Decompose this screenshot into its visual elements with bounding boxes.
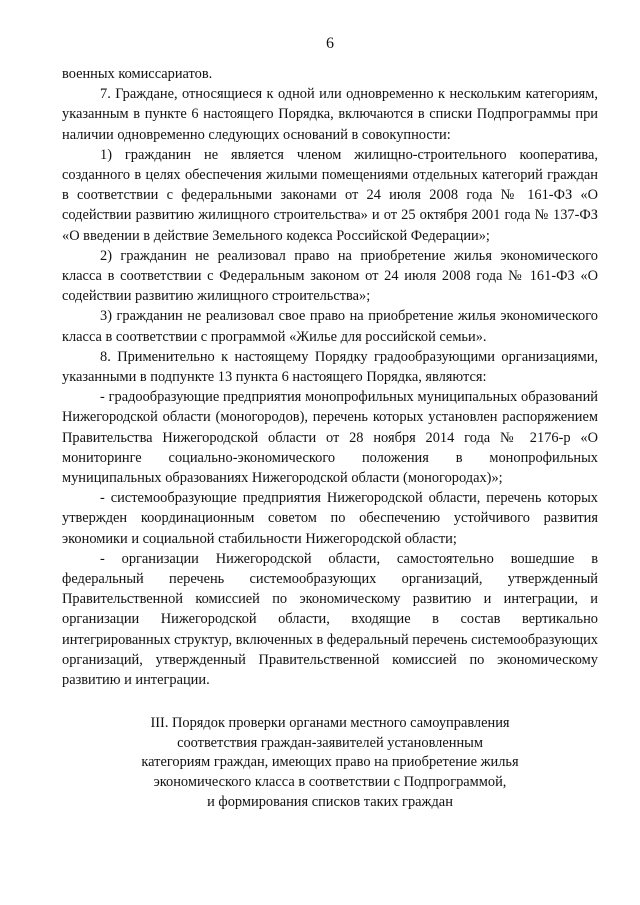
paragraph-item-8: 8. Применительно к настоящему Порядку градообразующими организациями, указанными в подпункте 13 пункта 6 настоящего Порядка, являются:	[62, 348, 598, 386]
paragraph-subitem-1: 1) гражданин не является членом жилищно-строительного кооператива, созданного в целях обеспечения жилыми помещениями отдельных категорий граждан в соответствии с федеральными законами от 24 июля 2008 года № 161-ФЗ «О содействии развитию жилищного строительства» и от 25 октября 2001 года № 137-ФЗ «О введении в действие Земельного кодекса Российской Федерации»;	[62, 146, 598, 244]
paragraph-subitem-2: 2) гражданин не реализовал право на приобретение жилья экономического класса в соответствии с Федеральным законом от 24 июля 2008 года № 161-ФЗ «О содействии развитию жилищного строительства»;	[62, 247, 598, 305]
paragraph-bullet-2: - системообразующие предприятия Нижегородской области, перечень которых утвержден координационным советом по обеспечению устойчивого развития экономики и социальной стабильности Нижегородской области;	[62, 490, 598, 547]
section-heading-line: и формирования списков таких граждан	[207, 793, 453, 810]
paragraph-continuation: военных комиссариатов.	[62, 66, 213, 82]
section-heading-line: экономического класса в соответствии с Подпрограммой,	[153, 774, 507, 791]
paragraph-item-7: 7. Граждане, относящиеся к одной или одновременно к нескольким категориям, указанным в пункте 6 настоящего Порядка, включаются в списки Подпрограммы при наличии одновременно следующих оснований в совокупности:	[62, 86, 598, 143]
section-heading-line: III. Порядок проверки органами местного самоуправления	[150, 715, 510, 732]
paragraph-bullet-3: - организации Нижегородской области, самостоятельно вошедшие в федеральный перечень системообразующих организаций, утвержденный Правительственной комиссией по экономическому развитию и интеграции, и организации Нижегородской области, входящие в состав вертикально интегрированных структур, включенных в федеральный перечень системообразующих организаций, утвержденный Правительственной комиссией по экономическому развитию и интеграции.	[62, 550, 598, 689]
section-heading	[62, 714, 598, 812]
document-body	[62, 64, 598, 690]
section-heading-line: категориям граждан, имеющих право на приобретение жилья	[141, 754, 519, 771]
paragraph-bullet-1: - градообразующие предприятия монопрофильных муниципальных образований Нижегородской области (моногородов), перечень которых установлен распоряжением Правительства Нижегородской области от 28 ноября 2014 года № 2176-р «О мониторинге социально-экономического положения в монопрофильных муниципальных образованиях Нижегородской области (моногородах)»;	[62, 389, 598, 487]
paragraph-subitem-3: 3) гражданин не реализовал свое право на приобретение жилья экономического класса в соответствии с программой «Жилье для российской семьи».	[62, 308, 598, 345]
page-number: 6	[326, 35, 334, 52]
section-heading-line: соответствия граждан-заявителей установленным	[177, 734, 483, 751]
